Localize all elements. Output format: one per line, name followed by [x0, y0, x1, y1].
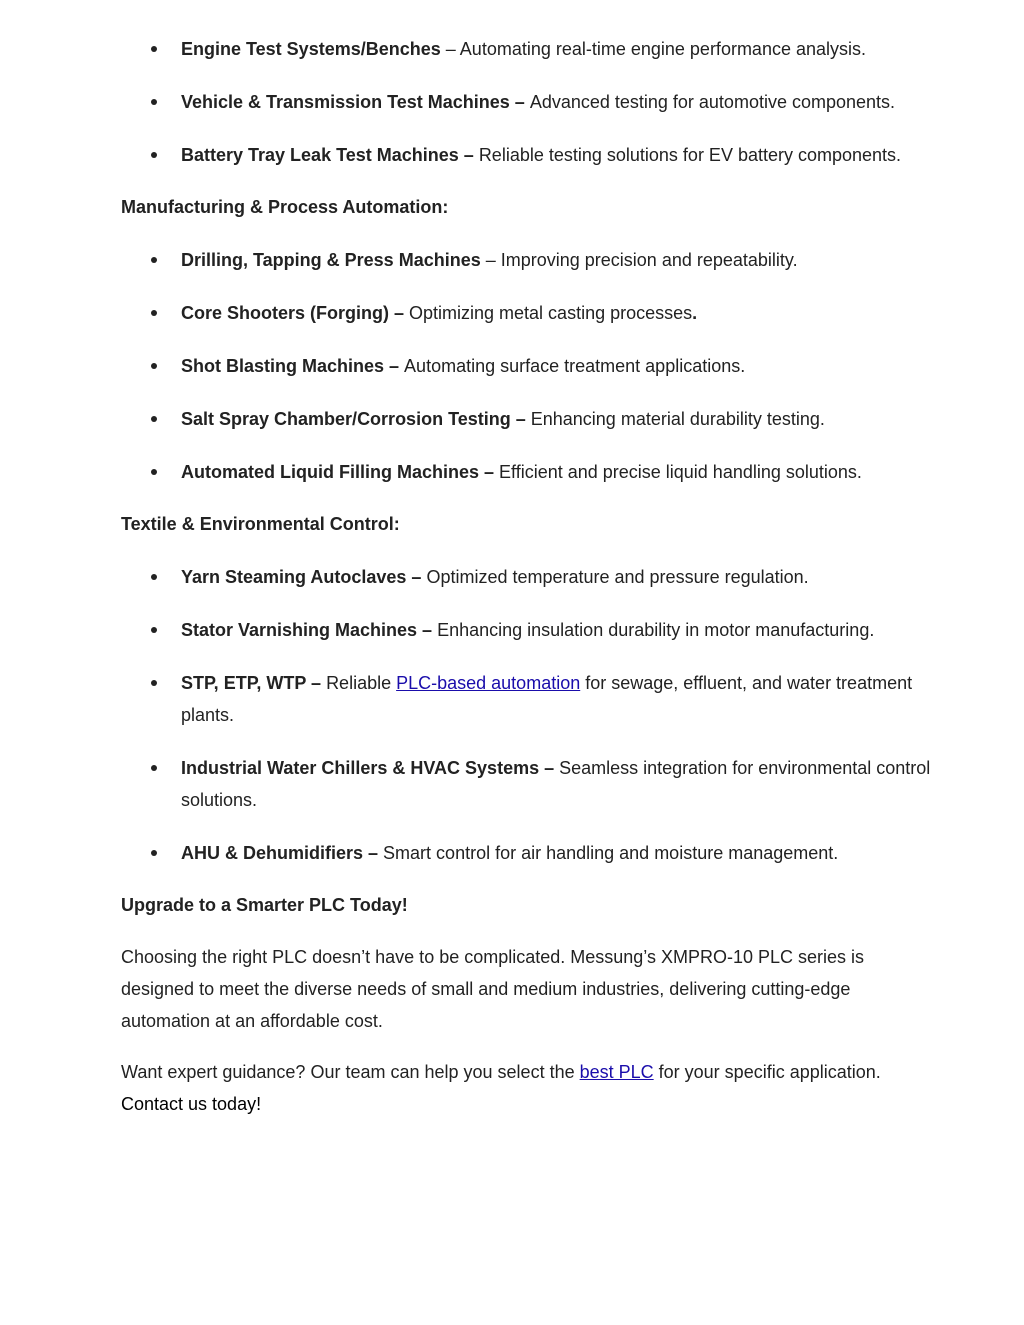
bullet-icon [150, 403, 160, 435]
item-title: Shot Blasting Machines – [181, 356, 405, 376]
list-item [181, 456, 961, 488]
bullet-icon [150, 139, 160, 171]
item-title: Engine Test Systems/Benches [181, 39, 441, 59]
upgrade-paragraph: Choosing the right PLC doesn’t have to be complicated. Messung’s XMPRO-10 PLC series is designed to meet the diverse needs of small and medium industries, delivering cutting-edge automation at an affordable cost. [121, 947, 865, 1031]
item-separator: – [440, 39, 460, 59]
list-item [181, 139, 961, 171]
bullet-icon [150, 561, 160, 593]
item-description: Optimizing metal casting processes [409, 303, 693, 323]
item-title: Vehicle & Transmission Test Machines – [181, 92, 530, 112]
cta-text: Want expert guidance? Our team can help you select the [121, 1062, 580, 1082]
section-heading-manufacturing: Manufacturing & Process Automation: [121, 197, 449, 217]
best-plc-link[interactable]: best PLC [579, 1062, 654, 1082]
item-description: Automating surface treatment applications. [404, 356, 746, 376]
item-title: Yarn Steaming Autoclaves – [181, 567, 427, 587]
bullet-icon [150, 456, 160, 488]
list-item [181, 403, 961, 435]
item-title: AHU & Dehumidifiers – [181, 843, 384, 863]
item-title: Salt Spray Chamber/Corrosion Testing – [181, 409, 531, 429]
item-title: Core Shooters (Forging) – [181, 303, 410, 323]
bullet-icon [150, 244, 160, 276]
item-description: Improving precision and repeatability. [500, 250, 798, 270]
section-heading-upgrade: Upgrade to a Smarter PLC Today! [121, 895, 408, 915]
item-description: Enhancing material durability testing. [530, 409, 825, 429]
item-description: Smart control for air handling and moisture management. [383, 843, 839, 863]
item-title: Drilling, Tapping & Press Machines [181, 250, 481, 270]
item-description: Advanced testing for automotive components. [529, 92, 896, 112]
item-separator: – [480, 250, 501, 270]
bullet-icon [150, 752, 160, 784]
item-description: Efficient and precise liquid handling solutions. [499, 462, 862, 482]
item-title: Battery Tray Leak Test Machines – [181, 145, 479, 165]
bullet-icon [150, 86, 160, 118]
item-description: Reliable testing solutions for EV battery components. [478, 145, 902, 165]
item-end-punctuation: . [692, 303, 698, 323]
bullet-icon [150, 667, 160, 699]
cta-text-continued: for your specific application. [653, 1062, 881, 1082]
bullet-icon [150, 350, 160, 382]
bullet-icon [150, 614, 160, 646]
bullet-icon [150, 837, 160, 869]
cta-paragraph [121, 1056, 921, 1120]
item-title: Stator Varnishing Machines – [181, 620, 438, 640]
list-item [181, 667, 961, 731]
item-title: Automated Liquid Filling Machines – [181, 462, 500, 482]
list-item [181, 614, 961, 646]
contact-us-link[interactable]: Contact us today! [121, 1094, 262, 1114]
list-item [181, 350, 961, 382]
list-item [181, 244, 961, 276]
section-heading-textile: Textile & Environmental Control: [121, 514, 400, 534]
list-item [181, 752, 961, 816]
item-description: Automating real-time engine performance analysis. [459, 39, 867, 59]
list-item [181, 297, 961, 329]
item-title: Industrial Water Chillers & HVAC Systems – [181, 758, 560, 778]
item-description-continued: for sewage, effluent, and water treatment plants. [181, 673, 913, 725]
item-description: Optimized temperature and pressure regulation. [426, 567, 809, 587]
list-item [181, 33, 961, 65]
item-title: STP, ETP, WTP – [181, 673, 327, 693]
list-item [181, 837, 961, 869]
bullet-icon [150, 33, 160, 65]
list-item [181, 86, 961, 118]
list-item [181, 561, 961, 593]
bullet-icon [150, 297, 160, 329]
item-description: Enhancing insulation durability in motor manufacturing. [437, 620, 875, 640]
plc-automation-link[interactable]: PLC-based automation [396, 673, 581, 693]
item-description: Seamless integration for environmental control solutions. [181, 758, 931, 810]
item-description: Reliable [326, 673, 397, 693]
